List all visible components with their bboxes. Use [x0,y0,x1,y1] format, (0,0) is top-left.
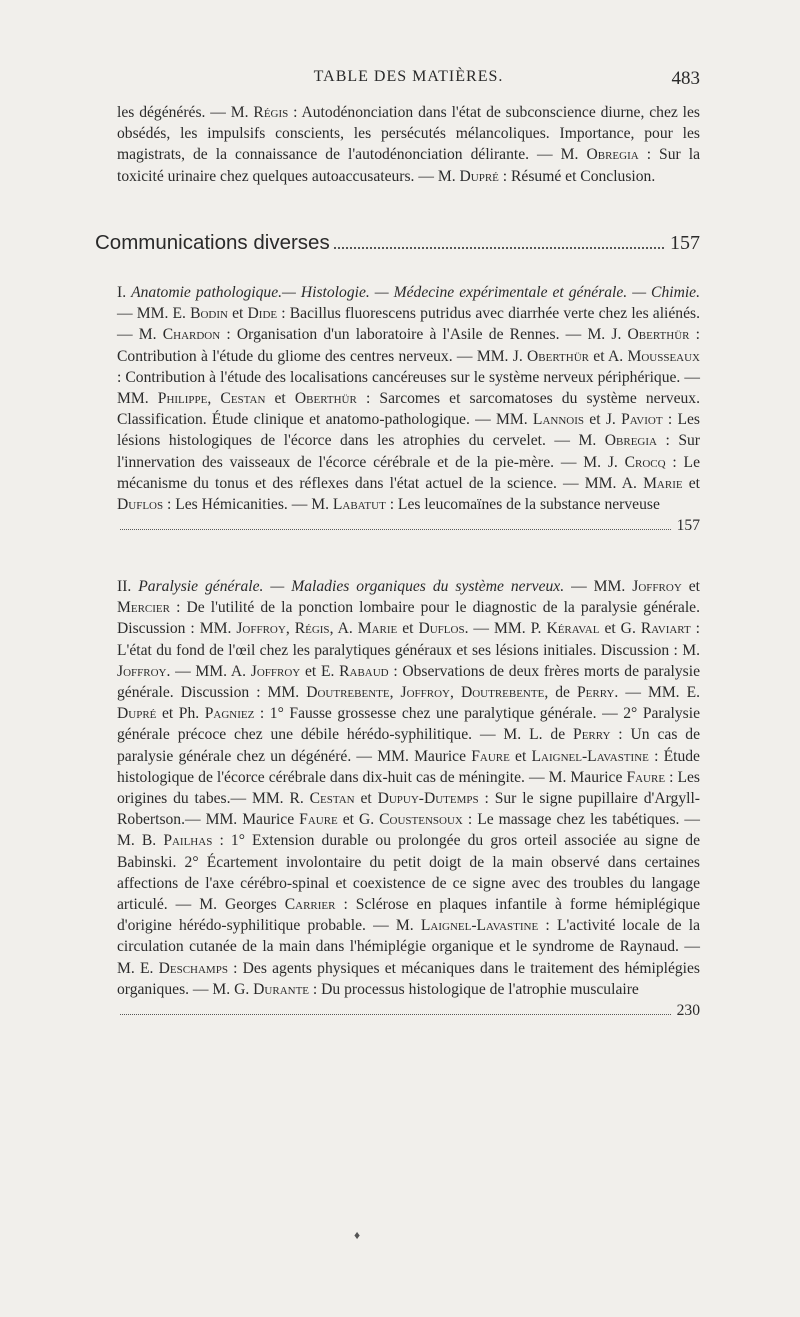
toc-entry-1 [117,282,700,536]
text-run: et J. [584,411,622,429]
section-title: Communications diverses [95,231,330,254]
dot-leader [120,1014,671,1015]
text-run: : Contribution à l'étude des localisations cancéreuses sur le système nerveux périphérique. — MM. [117,368,700,408]
text-run: : Sur la toxicité urinaire chez quelques autoaccusateurs. — M. [117,146,700,185]
text-run: : Sur l'innervation des vaisseaux de l'écorce cérébrale et de la pie-mère. — M. J. [117,432,700,471]
text-run: : Des agents physiques et mécaniques dans le traitement des hémiplégies organiques. — M. G. [117,959,700,998]
author-name: Labatut [332,496,386,514]
running-header [117,68,700,90]
dot-leader [120,529,671,530]
text-run: et A. [588,347,628,365]
author-name: Raviart [640,620,691,638]
text-run: : Contribution à l'étude du gliome des centres nerveux. — MM. J. [117,326,701,365]
text-run: : 1° Fausse grossesse chez une paralytique générale. — 2° Paralysie générale précoce chez une débile hérédo-syphilitique. — M. L. de [117,705,700,744]
entry-page: 157 [676,517,700,535]
entry-numeral: II. [117,578,139,595]
dot-leader [334,247,664,249]
author-name: Mercier [117,599,170,617]
entry-body [117,282,700,515]
text-run: : Bacillus fluorescens putridus avec diarrhée verte chez les aliénés. — M. [117,305,700,344]
author-name: Oberthür [627,326,690,344]
text-run: : Sarcomes et sarcomatoses du système nerveux. Classification. Étude clinique et anatomo-pathologique. — MM. [117,390,701,429]
text-run: : Observations de deux frères morts de paralysie générale. Discussion : MM. [117,662,700,702]
author-name: Crocq [624,453,666,471]
author-name: Dupuy-Dutemps [377,790,479,808]
text-run: : Les Hémicanities. — M. [163,496,333,514]
text-run: : Le massage chez les tabétiques. — M. B. [117,811,700,850]
author-name: Dupré [459,167,499,185]
text-run: : Les leucomaïnes de la substance nerveuse [385,496,660,514]
text-run: : Résumé et Conclusion. [498,167,656,185]
text-run: et [354,790,378,808]
text-run: . — MM. P. [464,620,547,638]
author-name: Faure [471,747,510,765]
entry-heading: Anatomie pathologique.— Histologie. — Médecine expérimentale et générale. — Chimie. [131,284,700,301]
author-name: Joffroy [236,620,286,638]
author-name: Deschamps [158,959,228,977]
author-name: Paviot [621,411,663,429]
author-name: Dupré [117,705,157,723]
author-name: Kéraval [546,620,600,638]
text-run: et E. [300,662,340,680]
text-run: : Étude histologique de l'écorce cérébrale dans dix-huit cas de méningite. — M. Maurice [117,747,700,786]
text-run: et [265,390,295,408]
section-page: 157 [670,232,700,254]
text-run: , [207,390,221,408]
author-name: Durante [253,980,310,998]
author-name: Bodin [190,305,228,323]
author-name: Dide [247,305,278,323]
section-heading [95,231,700,257]
ink-speck: ♦ [354,1228,361,1242]
author-name: Duflos [418,620,465,638]
author-name: Faure [626,768,666,786]
text-run: : Sclérose en plaques infantile à forme hémiplégique d'origine hérédo-syphilitique probable. — M. [117,896,701,935]
entry-heading: Paralysie générale. — Maladies organiques du système nerveux. [138,578,565,595]
author-name: Mousseaux [627,347,700,365]
author-name: Perry [577,684,615,702]
author-name: Joffroy [250,662,301,680]
author-name: Lannois [532,411,585,429]
text-run: : Sur le signe pupillaire d'Argyll-Robertson.— MM. Maurice [117,790,700,829]
header-title: TABLE DES MATIÈRES. [313,68,504,85]
text-run: et [397,620,419,638]
text-run: et [227,305,248,323]
text-run: : Organisation d'un laboratoire à l'Asile de Rennes. — M. J. [220,326,628,344]
author-name: Régis [253,104,289,121]
text-run: : Un cas de paralysie générale chez un dégénéré. — MM. Maurice [117,726,700,765]
text-run: . — MM. A. [166,662,251,680]
entry-numeral: I. [117,284,132,301]
author-name: Rabaud [339,662,389,680]
entry-page-leader [117,515,700,536]
text-run: : L'activité locale de la circulation cutanée de la main dans l'hémiplégie organique et le syndrome de Raynaud. — M. E. [117,917,700,977]
author-name: Marie [357,620,398,638]
text-run: , [389,684,401,702]
author-name: Joffroy [117,662,167,680]
text-run: : De l'utilité de la ponction lombaire pour le diagnostic de la paralysie générale. Discussion : MM. [117,599,700,638]
author-name: Obregia [586,146,639,164]
author-name: Obregia [604,432,657,450]
author-name: Joffroy [632,578,682,595]
text-run: : Du processus histologique de l'atrophie musculaire [309,980,639,998]
text-run: les dégénérés. — M. [117,104,254,121]
author-name: Duflos [117,496,164,514]
text-run: , [285,620,295,638]
text-run: : L'état du fond de l'œil chez les paralytiques généraux et ses lésions initiales. Discussion : M. [117,620,701,659]
author-name: Laignel-Lavastine [531,747,649,765]
text-run: : Les lésions histologiques de l'écorce dans les atrophies du cervelet. — M. [117,411,700,450]
intro-paragraph [117,102,700,187]
author-name: Philippe [157,390,208,408]
author-name: Régis [294,620,330,638]
text-run: , [450,684,461,702]
author-name: Carrier [284,896,336,914]
page-number: 483 [671,68,700,89]
entry-page: 230 [676,1002,700,1020]
author-name: Oberthür [527,347,589,365]
text-run: — MM. [564,578,633,595]
author-name: Cestan [309,790,355,808]
text-run: et G. [599,620,641,638]
text-run: et [509,747,532,765]
author-name: Pagniez [204,705,255,723]
author-name: Laignel-Lavastine [420,917,539,935]
text-run: , de [544,684,577,702]
text-run: et Ph. [156,705,205,723]
text-run: : Le mécanisme du tonus et des réflexes dans l'état actuel de la science. — MM. A. [117,453,700,492]
text-run: . — MM. E. [614,684,701,702]
text-run: : Les origines du tabes.— MM. R. [117,768,700,808]
author-name: Joffroy [400,684,451,702]
author-name: Coustensoux [379,811,463,829]
author-name: Chardon [162,326,221,344]
author-name: Oberthür [294,390,357,408]
text-run: — MM. E. [117,305,191,323]
author-name: Doutrebente [460,684,545,702]
author-name: Doutrebente [306,684,390,702]
author-name: Cestan [220,390,266,408]
text-run: , A. [329,620,358,638]
entry-body [117,576,700,1000]
author-name: Faure [299,811,338,829]
author-name: Perry [573,726,611,744]
text-run: : Autodénonciation dans l'état de subconscience diurne, chez les obsédés, les impulsifs conscients, les persécutés mélancoliques. Importance, pour les magistrats, de la connaissance de l'autodénonciation délirante. — M. [117,104,700,164]
entry-page-leader [117,1000,700,1021]
text-run: : 1° Extension durable ou prolongée du gros orteil associée au signe de Babinski. 2° Écartement involontaire du petit doigt de la main observé dans certaines affections de l'axe cérébro-spinal et coexistence de ce signe avec des troubles du langage articulé. — M. Georges [117,832,700,914]
author-name: Marie [643,474,683,492]
text-run: et G. [337,811,380,829]
author-name: Pailhas [163,832,213,850]
text-run: et [682,474,701,492]
toc-entry-2 [117,576,700,1021]
text-run: et [681,578,701,595]
